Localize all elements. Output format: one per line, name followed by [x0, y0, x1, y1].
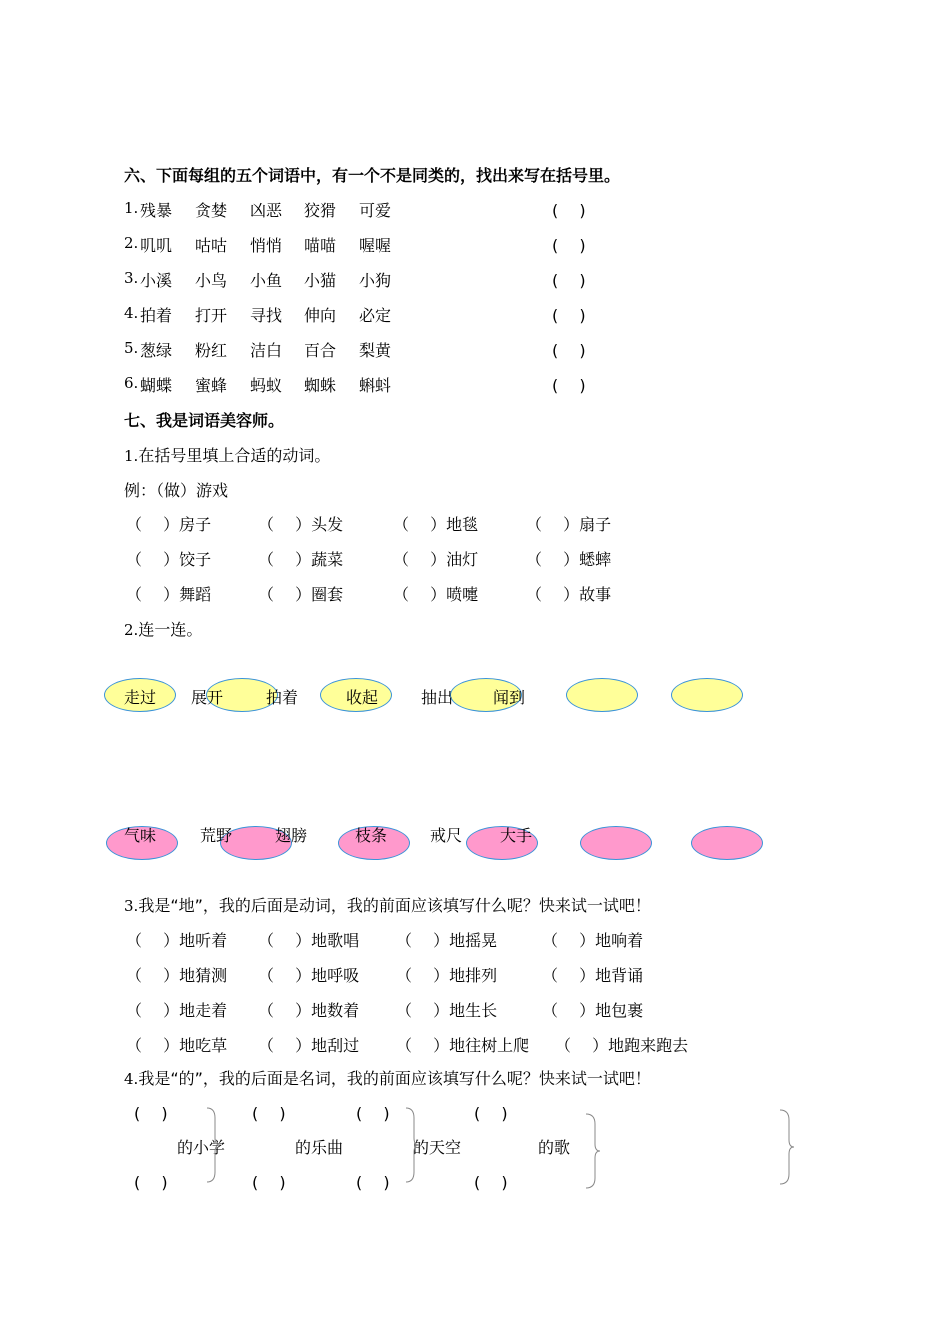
verb-blank-item[interactable]: （ ）蟋蟀 [526, 550, 612, 569]
word-option: 凶恶 [250, 201, 283, 220]
right-brace-icon [404, 1106, 420, 1184]
answer-paren[interactable]: ( ) [552, 376, 586, 395]
item-number: 6. [124, 374, 139, 392]
word-option: 悄悄 [250, 236, 283, 255]
adverb-blank-item[interactable]: （ ）地猜测 [126, 966, 228, 985]
word-option: 可爱 [359, 201, 392, 220]
blank-paren[interactable]: ( ) [356, 1104, 390, 1123]
item-number: 3. [124, 269, 139, 287]
match-word-top: 抽出 [421, 688, 454, 707]
adverb-blank-item[interactable]: （ ）地背诵 [542, 966, 644, 985]
blank-paren[interactable]: ( ) [474, 1104, 508, 1123]
de-phrase: 的小学 [177, 1138, 226, 1157]
de-phrase: 的歌 [538, 1138, 571, 1157]
adverb-blank-item[interactable]: （ ）地生长 [396, 1001, 498, 1020]
word-option: 小溪 [140, 271, 173, 290]
adverb-blank-item[interactable]: （ ）地刮过 [258, 1036, 360, 1055]
item-number: 5. [124, 339, 139, 357]
word-option: 拍着 [140, 306, 173, 325]
word-option: 梨黄 [359, 341, 392, 360]
word-option: 小鸟 [195, 271, 228, 290]
answer-paren[interactable]: ( ) [552, 306, 586, 325]
word-option: 残暴 [140, 201, 173, 220]
blank-paren[interactable]: ( ) [356, 1173, 390, 1192]
match-word-bottom: 大手 [500, 826, 533, 845]
question-3: 3.我是“地”，我的后面是动词，我的前面应该填写什么呢？快来试一试吧！ [124, 896, 651, 915]
question-2: 2.连一连。 [124, 620, 203, 639]
adverb-blank-item[interactable]: （ ）地往树上爬 [396, 1036, 530, 1055]
match-word-top: 走过 [124, 688, 157, 707]
answer-paren[interactable]: ( ) [552, 341, 586, 360]
right-brace-icon [778, 1108, 796, 1186]
item-number: 2. [124, 234, 139, 252]
word-option: 蜘蛛 [304, 376, 337, 395]
item-number: 4. [124, 304, 139, 322]
blank-paren[interactable]: ( ) [474, 1173, 508, 1192]
word-option: 喵喵 [304, 236, 337, 255]
answer-oval-top[interactable] [566, 678, 638, 712]
right-brace-icon [584, 1112, 602, 1190]
word-option: 小狗 [359, 271, 392, 290]
word-option: 蝌蚪 [359, 376, 392, 395]
de-phrase: 的天空 [413, 1138, 462, 1157]
de-phrase: 的乐曲 [295, 1138, 344, 1157]
match-word-bottom: 气味 [124, 826, 157, 845]
match-word-bottom: 荒野 [200, 826, 233, 845]
match-word-bottom: 枝条 [355, 826, 388, 845]
blank-paren[interactable]: ( ) [252, 1104, 286, 1123]
adverb-blank-item[interactable]: （ ）地走着 [126, 1001, 228, 1020]
match-word-top: 展开 [191, 688, 224, 707]
word-option: 洁白 [250, 341, 283, 360]
verb-blank-item[interactable]: （ ）喷嚏 [393, 585, 479, 604]
word-option: 百合 [304, 341, 337, 360]
match-word-top: 拍着 [266, 688, 299, 707]
match-word-bottom: 翅膀 [275, 826, 308, 845]
section-6-title: 六、下面每组的五个词语中，有一个不是同类的，找出来写在括号里。 [124, 166, 621, 185]
answer-oval-bottom[interactable] [691, 826, 763, 860]
section-7-title: 七、我是词语美容师。 [124, 411, 285, 430]
question-1: 1.在括号里填上合适的动词。 [124, 446, 331, 465]
word-option: 寻找 [250, 306, 283, 325]
question-4: 4.我是“的”，我的后面是名词，我的前面应该填写什么呢？快来试一试吧！ [124, 1069, 651, 1088]
answer-paren[interactable]: ( ) [552, 271, 586, 290]
match-word-top: 闻到 [493, 688, 526, 707]
word-option: 伸向 [304, 306, 337, 325]
item-number: 1. [124, 199, 139, 217]
verb-blank-item[interactable]: （ ）舞蹈 [126, 585, 212, 604]
word-option: 蚂蚁 [250, 376, 283, 395]
adverb-blank-item[interactable]: （ ）地吃草 [126, 1036, 228, 1055]
word-option: 喔喔 [359, 236, 392, 255]
adverb-blank-item[interactable]: （ ）地响着 [542, 931, 644, 950]
word-option: 必定 [359, 306, 392, 325]
word-option: 打开 [195, 306, 228, 325]
adverb-blank-item[interactable]: （ ）地听着 [126, 931, 228, 950]
word-option: 葱绿 [140, 341, 173, 360]
answer-oval-bottom[interactable] [580, 826, 652, 860]
word-option: 蜜蜂 [195, 376, 228, 395]
verb-blank-item[interactable]: （ ）房子 [126, 515, 212, 534]
verb-blank-item[interactable]: （ ）故事 [526, 585, 612, 604]
match-word-bottom: 戒尺 [430, 826, 463, 845]
verb-blank-item[interactable]: （ ）头发 [258, 515, 344, 534]
adverb-blank-item[interactable]: （ ）地呼吸 [258, 966, 360, 985]
answer-oval-top[interactable] [671, 678, 743, 712]
word-option: 小鱼 [250, 271, 283, 290]
word-option: 粉红 [195, 341, 228, 360]
adverb-blank-item[interactable]: （ ）地排列 [396, 966, 498, 985]
word-option: 咕咕 [195, 236, 228, 255]
adverb-blank-item[interactable]: （ ）地跑来跑去 [555, 1036, 689, 1055]
word-option: 蝴蝶 [140, 376, 173, 395]
answer-paren[interactable]: ( ) [552, 236, 586, 255]
blank-paren[interactable]: ( ) [134, 1173, 168, 1192]
answer-paren[interactable]: ( ) [552, 201, 586, 220]
word-option: 狡猾 [304, 201, 337, 220]
adverb-blank-item[interactable]: （ ）地数着 [258, 1001, 360, 1020]
blank-paren[interactable]: ( ) [252, 1173, 286, 1192]
word-option: 叽叽 [140, 236, 173, 255]
verb-blank-item[interactable]: （ ）饺子 [126, 550, 212, 569]
match-word-top: 收起 [346, 688, 379, 707]
verb-blank-item[interactable]: （ ）地毯 [393, 515, 479, 534]
adverb-blank-item[interactable]: （ ）地包裹 [542, 1001, 644, 1020]
verb-blank-item[interactable]: （ ）蔬菜 [258, 550, 344, 569]
verb-blank-item[interactable]: （ ）油灯 [393, 550, 479, 569]
adverb-blank-item[interactable]: （ ）地摇晃 [396, 931, 498, 950]
right-brace-icon [205, 1106, 221, 1184]
blank-paren[interactable]: ( ) [134, 1104, 168, 1123]
word-option: 贪婪 [195, 201, 228, 220]
example-line: 例：（做）游戏 [124, 481, 229, 500]
adverb-blank-item[interactable]: （ ）地歌唱 [258, 931, 360, 950]
verb-blank-item[interactable]: （ ）圈套 [258, 585, 344, 604]
word-option: 小猫 [304, 271, 337, 290]
verb-blank-item[interactable]: （ ）扇子 [526, 515, 612, 534]
